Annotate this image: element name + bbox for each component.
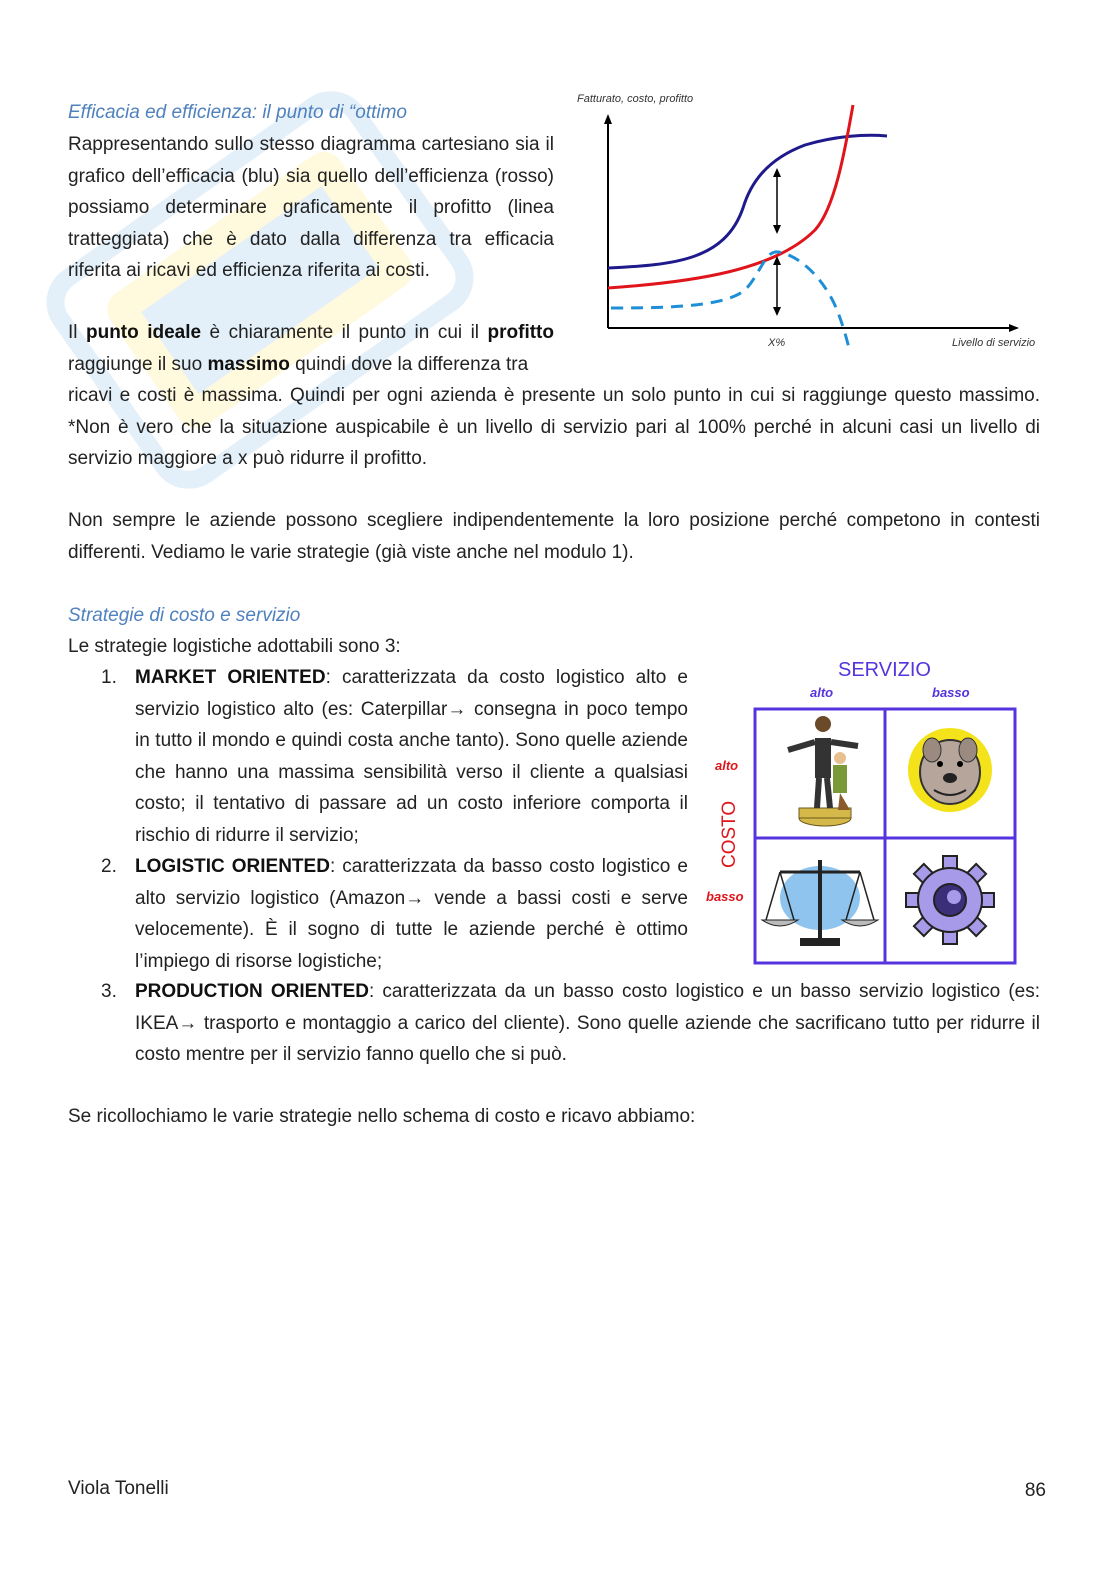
keyword-profitto: profitto bbox=[487, 322, 554, 343]
section-title-efficacia: Efficacia ed efficienza: il punto di “ottimo bbox=[68, 102, 408, 123]
chart-y-label: Fatturato, costo, profitto bbox=[577, 93, 694, 105]
difference-arrow-top-head-down bbox=[773, 225, 781, 234]
chart-x-arrow bbox=[1009, 324, 1019, 332]
chart-x-label: Livello di servizio bbox=[952, 337, 1036, 349]
matrix-col-high: alto bbox=[810, 685, 834, 700]
businessman-icon bbox=[788, 716, 858, 826]
section-title-strategie: Strategie di costo e servizio bbox=[68, 605, 301, 626]
bulldog-icon bbox=[908, 728, 992, 812]
list-item: 2. LOGISTIC ORIENTED: caratterizzata da basso costo logistico e alto servizio logistico (Amazon→ vende a bassi costi e serve velocemente). È il sogno di tutte le aziende perché è ottimo l’impiego di risorse logistiche; bbox=[101, 856, 688, 972]
matrix-top-title: SERVIZIO bbox=[838, 659, 931, 681]
list-item: 1. MARKET ORIENTED: caratterizzata da costo logistico alto e servizio logistico alto (es: Caterpillar→ consegna in poco tempo in tutto il mondo e quindi costa anche tanto). Sono quelle aziende che hanno una massima sensibilità verso il cliente a qualsiasi costo; il tentativo di passare ad un costo inferiore comporta il rischio di ridurre il servizio; bbox=[101, 667, 688, 846]
efficiency-curve bbox=[608, 105, 853, 288]
strategie-intro: Le strategie logistiche adottabili sono 3: bbox=[68, 636, 401, 657]
difference-arrow-top-head-up bbox=[773, 168, 781, 177]
scale-icon bbox=[762, 860, 878, 946]
paragraph-punto-ideale: Il punto ideale è chiaramente il punto in cui il profitto raggiunge il suo massimo quindi dove la differenza tra bbox=[68, 322, 554, 375]
cost-service-matrix bbox=[700, 650, 1030, 970]
paragraph-efficacia: Rappresentando sullo stesso diagramma cartesiano sia il grafico dell’efficacia (blu) sia quello dell’efficienza (rosso) possiamo determinare graficamente il profitto (linea tratteggiata) che è dato dalla differenza tra efficacia riferita ai ricavi ed efficienza riferita ai costi. bbox=[68, 134, 554, 281]
chart-y-arrow bbox=[604, 114, 612, 124]
paragraph-strategie-intro: Non sempre le aziende possono scegliere indipendentemente la loro posizione perché competono in contesti differenti. Vediamo le varie strategie (già viste anche nel modulo 1). bbox=[68, 510, 1040, 563]
efficacy-curve bbox=[608, 135, 887, 268]
profit-chart bbox=[575, 90, 1050, 355]
keyword-logistic-oriented: LOGISTIC ORIENTED bbox=[135, 856, 330, 877]
list-item: 3. PRODUCTION ORIENTED: caratterizzata da un basso costo logistico e un basso servizio logistico (es: IKEA→ trasporto e montaggio a carico del cliente). Sono quelle aziende che sacrificano tutto per ridurre il costo mentre per il servizio fanno quello che si può. bbox=[101, 981, 1040, 1065]
keyword-massimo: massimo bbox=[207, 353, 290, 375]
paragraph-massimo: ricavi e costi è massima. Quindi per ogni azienda è presente un solo punto in cui si raggiunge questo massimo. *Non è vero che la situazione auspicabile è un livello di servizio pari al 100% perché in alcuni casi un livello di servizio maggiore a x può ridurre il profitto. bbox=[68, 385, 1040, 469]
matrix-col-low: basso bbox=[932, 685, 970, 700]
keyword-punto-ideale: punto ideale bbox=[85, 322, 202, 343]
closing-paragraph: Se ricollochiamo le varie strategie nello schema di costo e ricavo abbiamo: bbox=[68, 1106, 696, 1127]
keyword-production-oriented: PRODUCTION ORIENTED bbox=[135, 981, 370, 1002]
matrix-side-title: COSTO bbox=[719, 800, 740, 868]
strategy-list-continued bbox=[68, 976, 1040, 1071]
keyword-market-oriented: MARKET ORIENTED bbox=[135, 667, 326, 688]
gear-icon bbox=[906, 856, 994, 944]
matrix-row-low: basso bbox=[706, 889, 744, 904]
footer-author: Viola Tonelli bbox=[68, 1478, 169, 1499]
strategy-list bbox=[68, 662, 688, 977]
page-number: 86 bbox=[1024, 1480, 1046, 1501]
difference-arrow-bottom-head-down bbox=[773, 307, 781, 316]
matrix-row-high: alto bbox=[715, 758, 739, 773]
chart-x-mark: X% bbox=[768, 337, 786, 349]
